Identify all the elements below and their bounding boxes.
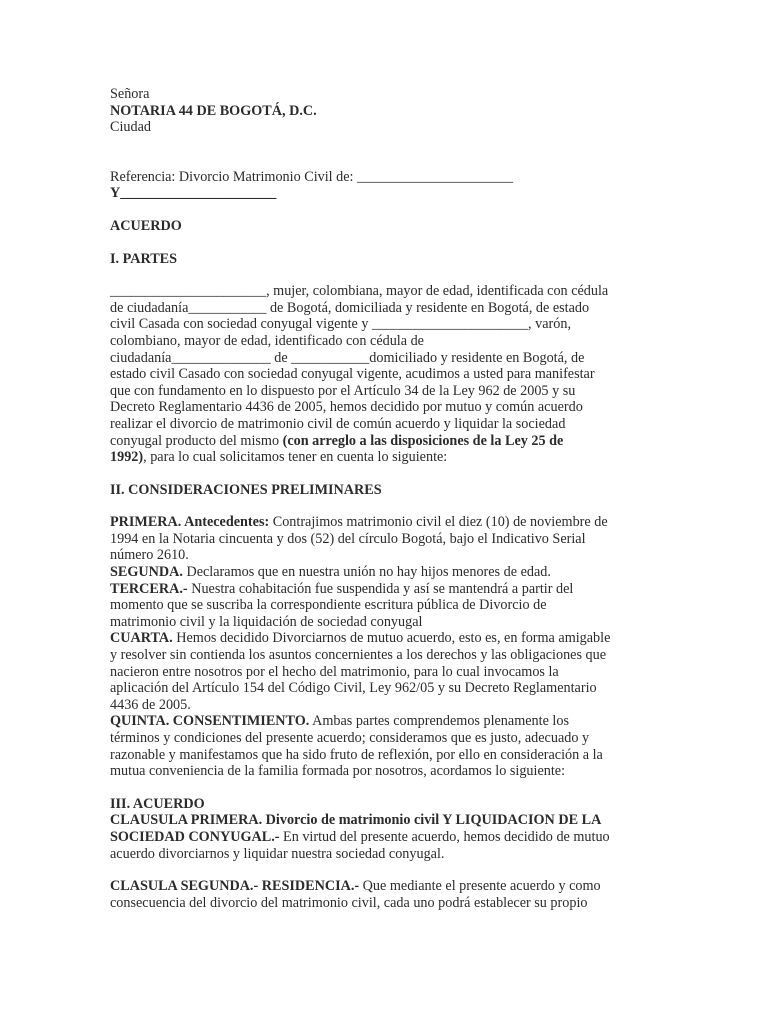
clause-line — [110, 564, 656, 581]
clause-line: 1994 en la Notaria cincuenta y dos (52) del círculo Bogotá, bajo el Indicativo Serial — [110, 530, 586, 547]
section-heading-acuerdo: III. ACUERDO — [110, 795, 205, 812]
clause-label: CUARTA. — [110, 630, 173, 647]
clause-heading: CLAUSULA PRIMERA. Divorcio de matrimonio civil Y LIQUIDACION DE LA — [110, 812, 602, 829]
clause-text: Ambas partes comprendemos plenamente los — [309, 713, 569, 730]
paragraph-partes — [110, 283, 656, 466]
partes-bold-text: 1992) — [110, 449, 144, 466]
city: Ciudad — [110, 119, 151, 136]
partes-line: ______________________, mujer, colombiana, mayor de edad, identificada con cédula — [110, 283, 609, 300]
clausula-segunda — [110, 878, 656, 911]
clause-line — [110, 630, 656, 647]
clause-cuarta — [110, 630, 656, 713]
clause-segunda — [110, 564, 656, 581]
reference-line-2: Y______________________ — [110, 185, 277, 202]
clause-line: 4436 de 2005. — [110, 696, 191, 713]
section-heading-consideraciones: II. CONSIDERACIONES PRELIMINARES — [110, 481, 382, 498]
clause-label: CLASULA SEGUNDA.- RESIDENCIA.- — [110, 878, 360, 895]
clause-label: SOCIEDAD CONYUGAL.- — [110, 828, 280, 845]
clause-line — [110, 713, 656, 730]
clause-line: matrimonio civil y la liquidación de sociedad conyugal — [110, 613, 423, 630]
clausula-primera — [110, 812, 656, 862]
clause-tercera — [110, 581, 656, 631]
clause-line: y resolver sin contienda los asuntos concernientes a los derechos y las obligaciones que — [110, 647, 607, 664]
document-page — [110, 86, 656, 911]
clause-line — [110, 581, 656, 598]
clause-line: razonable y manifestamos que ha sido fruto de reflexión, por ello en consideración a la — [110, 746, 603, 763]
partes-line: ciudadanía______________ de ___________domiciliado y residente en Bogotá, de — [110, 349, 585, 366]
clause-line: aplicación del Artículo 154 del Código Civil, Ley 962/05 y su Decreto Reglamentario — [110, 680, 597, 697]
document-title: ACUERDO — [110, 217, 182, 234]
clause-line — [110, 829, 656, 846]
partes-text: , para lo cual solicitamos tener en cuenta lo siguiente: — [143, 449, 448, 466]
salutation: Señora — [110, 86, 150, 102]
clause-primera — [110, 514, 656, 564]
clause-quinta — [110, 713, 656, 779]
partes-line: colombiano, mayor de edad, identificado con cédula de — [110, 332, 424, 349]
partes-line — [110, 449, 656, 466]
clause-line: número 2610. — [110, 547, 189, 564]
partes-line: realizar el divorcio de matrimonio civil de común acuerdo y liquidar la sociedad — [110, 415, 566, 432]
clause-label: TERCERA.- — [110, 580, 188, 597]
clause-label: SEGUNDA. — [110, 564, 183, 581]
clause-line — [110, 878, 656, 895]
reference-line: Referencia: Divorcio Matrimonio Civil de: ______________________ — [110, 168, 514, 185]
clause-text: Que mediante el presente acuerdo y como — [359, 878, 601, 895]
section-heading-partes: I. PARTES — [110, 250, 178, 267]
clause-text: En virtud del presente acuerdo, hemos decidido de mutuo — [279, 828, 610, 845]
partes-line — [110, 433, 656, 450]
partes-line: Decreto Reglamentario 4436 de 2005, hemos decidido por mutuo y común acuerdo — [110, 399, 583, 416]
partes-bold-text: (con arreglo a las disposiciones de la Ley 25 de — [282, 432, 564, 449]
recipient: NOTARIA 44 DE BOGOTÁ, D.C. — [110, 102, 317, 119]
clause-label: QUINTA. CONSENTIMIENTO. — [110, 713, 310, 730]
partes-text: conyugal producto del mismo — [110, 432, 283, 449]
clause-line: mutua conveniencia de la familia formada por nosotros, acordamos lo siguiente: — [110, 763, 566, 780]
clause-text: Hemos decidido Divorciarnos de mutuo acuerdo, esto es, en forma amigable — [172, 630, 611, 647]
clause-line: acuerdo divorciarnos y liquidar nuestra sociedad conyugal. — [110, 845, 445, 862]
clause-line — [110, 514, 656, 531]
partes-line: de ciudadanía___________ de Bogotá, domiciliada y residente en Bogotá, de estado — [110, 299, 590, 316]
partes-line: civil Casada con sociedad conyugal vigente y ______________________, varón, — [110, 316, 571, 333]
clause-line: momento que se suscriba la correspondiente escritura pública de Divorcio de — [110, 597, 547, 614]
clause-label: PRIMERA. Antecedentes: — [110, 514, 270, 531]
partes-line: que con fundamento en lo dispuesto por el Artículo 34 de la Ley 962 de 2005 y su — [110, 382, 576, 399]
partes-line: estado civil Casado con sociedad conyugal vigente, acudimos a usted para manifestar — [110, 366, 595, 383]
clause-line: nacieron entre nosotros por el hecho del matrimonio, para lo cual invocamos la — [110, 663, 559, 680]
clause-text: Contrajimos matrimonio civil el diez (10) de noviembre de — [269, 514, 608, 531]
clause-text: Declaramos que en nuestra unión no hay hijos menores de edad. — [182, 564, 551, 581]
clause-line: consecuencia del divorcio del matrimonio civil, cada uno podrá establecer su propio — [110, 894, 588, 911]
clause-line: términos y condiciones del presente acuerdo; consideramos que es justo, adecuado y — [110, 730, 590, 746]
clause-text: Nuestra cohabitación fue suspendida y así se mantendrá a partir del — [187, 580, 574, 597]
